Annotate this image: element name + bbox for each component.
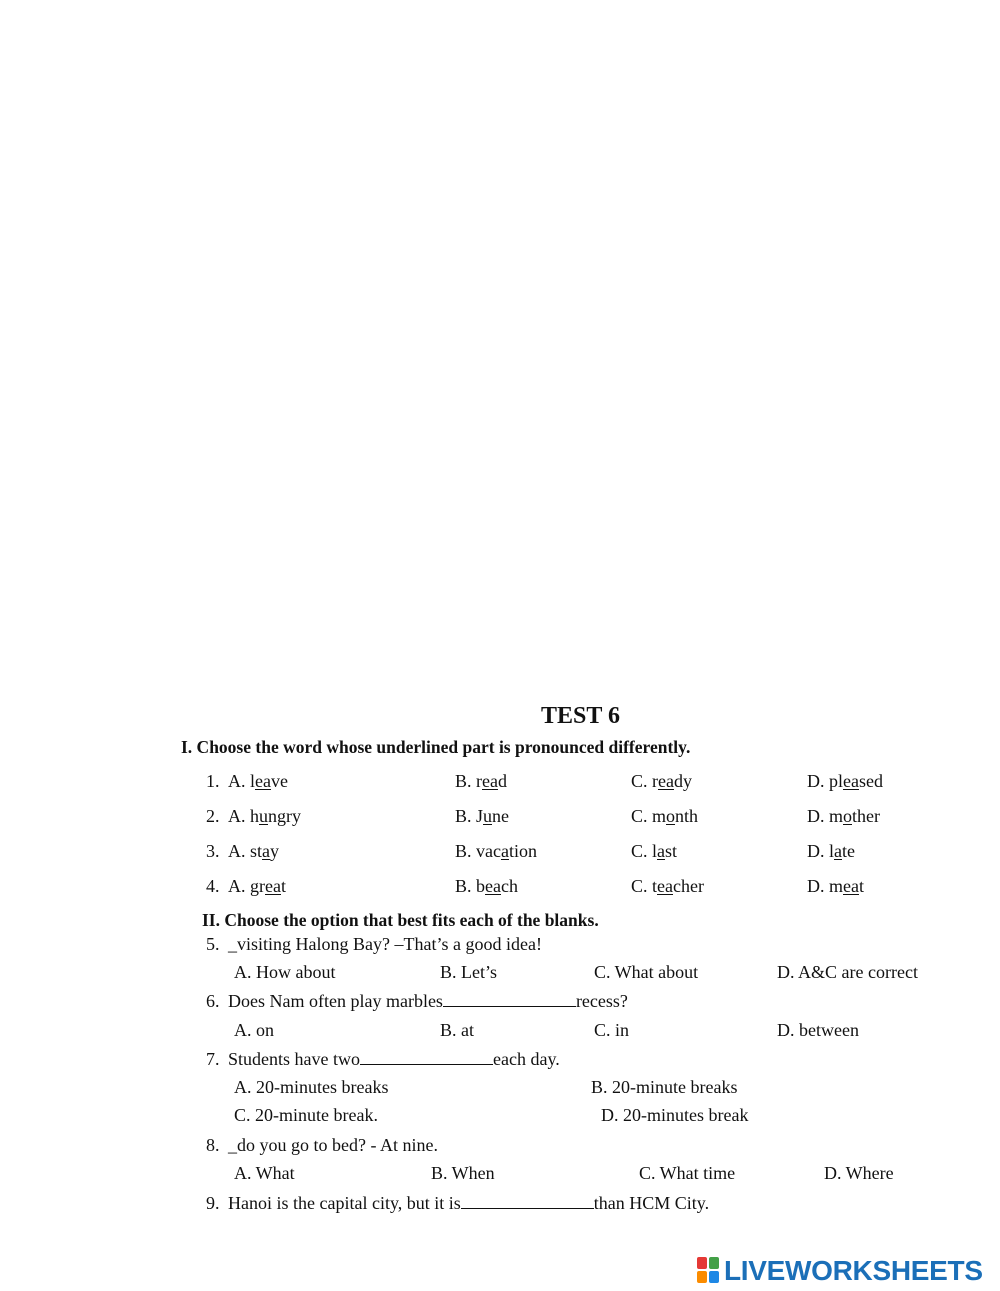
logo-wordmark: LIVEWORKSHEETS xyxy=(724,1255,983,1286)
word-part: st xyxy=(665,841,678,861)
q7-option-c[interactable]: C. 20-minute break. xyxy=(234,1105,378,1125)
word-part: t xyxy=(280,876,286,896)
section-2-heading: II. Choose the option that best fits each of the blanks. xyxy=(202,910,599,930)
live-blocks-icon xyxy=(697,1257,721,1285)
q6-option-c[interactable]: C. in xyxy=(594,1020,630,1040)
q3-option-d[interactable] xyxy=(807,841,855,862)
q5-option-c[interactable]: C. What about xyxy=(594,962,699,982)
word-part: ve xyxy=(270,771,288,791)
word-part: D. m xyxy=(807,806,843,826)
liveworksheets-logo xyxy=(697,1255,983,1287)
word-part: C. r xyxy=(631,771,658,791)
q8-option-a[interactable]: A. What xyxy=(234,1163,295,1183)
q3-option-a[interactable] xyxy=(228,841,279,862)
question-text-before: Hanoi is the capital city, but it is xyxy=(228,1193,461,1213)
question-text: _visiting Halong Bay? –That’s a good idea! xyxy=(228,934,542,954)
word-part: te xyxy=(842,841,855,861)
word-part: B. r xyxy=(455,771,482,791)
underlined-letters: a xyxy=(834,841,842,861)
question-text-after: than HCM City. xyxy=(593,1193,710,1213)
question-3-number: 3. xyxy=(206,841,220,861)
underlined-letters: ea xyxy=(658,771,674,791)
answer-blank[interactable] xyxy=(360,1050,493,1065)
word-part: C. m xyxy=(631,806,667,826)
q8-option-c[interactable]: C. What time xyxy=(639,1163,736,1183)
word-part: y xyxy=(270,841,280,861)
word-part: ngry xyxy=(268,806,301,826)
word-part: C. t xyxy=(631,876,658,896)
q2-option-d[interactable] xyxy=(807,806,880,827)
question-text: _do you go to bed? - At nine. xyxy=(228,1135,438,1155)
word-part: D. l xyxy=(807,841,834,861)
word-part: A. h xyxy=(228,806,259,826)
answer-blank[interactable] xyxy=(443,992,576,1007)
q2-option-a[interactable] xyxy=(228,806,301,827)
question-6 xyxy=(206,991,628,1012)
question-number: 5. xyxy=(206,934,220,954)
q1-option-a[interactable] xyxy=(228,771,288,792)
word-part: C. l xyxy=(631,841,658,861)
q4-option-b[interactable] xyxy=(455,876,518,897)
word-part: cher xyxy=(673,876,704,896)
q6-option-d[interactable]: D. between xyxy=(777,1020,859,1040)
underlined-letters: ea xyxy=(843,771,859,791)
question-number: 7. xyxy=(206,1049,220,1069)
word-part: A. st xyxy=(228,841,263,861)
word-part: ne xyxy=(492,806,510,826)
word-part: d xyxy=(497,771,507,791)
word-part: D. pl xyxy=(807,771,843,791)
question-text-before: Does Nam often play marbles xyxy=(228,991,443,1011)
q7-option-b[interactable]: B. 20-minute breaks xyxy=(591,1077,738,1097)
word-part: A. gr xyxy=(228,876,265,896)
underlined-letters: ea xyxy=(265,876,281,896)
underlined-letters: a xyxy=(657,841,666,861)
question-4-number: 4. xyxy=(206,876,220,896)
question-8 xyxy=(206,1135,438,1156)
word-part: ther xyxy=(852,806,880,826)
question-2-number: 2. xyxy=(206,806,220,826)
underlined-letters: u xyxy=(259,806,268,826)
q3-option-c[interactable] xyxy=(631,841,677,862)
q3-option-b[interactable] xyxy=(455,841,537,862)
q5-option-a[interactable]: A. How about xyxy=(234,962,336,982)
q5-option-b[interactable]: B. Let’s xyxy=(440,962,497,982)
underlined-letters: ea xyxy=(485,876,501,896)
page-title: TEST 6 xyxy=(541,703,620,729)
word-part: B. J xyxy=(455,806,484,826)
word-part: A. l xyxy=(228,771,255,791)
underlined-letters: ea xyxy=(255,771,271,791)
q1-option-d[interactable] xyxy=(807,771,883,792)
underlined-letters: a xyxy=(500,841,509,861)
q8-option-b[interactable]: B. When xyxy=(431,1163,495,1183)
word-part: B. vac xyxy=(455,841,501,861)
underlined-letters: o xyxy=(843,806,852,826)
question-number: 8. xyxy=(206,1135,220,1155)
word-part: dy xyxy=(673,771,692,791)
q7-option-d[interactable]: D. 20-minutes break xyxy=(601,1105,749,1125)
q6-option-a[interactable]: A. on xyxy=(234,1020,274,1040)
q8-option-d[interactable]: D. Where xyxy=(824,1163,894,1183)
question-text-after: recess? xyxy=(575,991,628,1011)
q4-option-c[interactable] xyxy=(631,876,704,897)
q7-option-a[interactable]: A. 20-minutes breaks xyxy=(234,1077,389,1097)
q2-option-c[interactable] xyxy=(631,806,698,827)
underlined-letters: o xyxy=(666,806,676,826)
word-part: B. b xyxy=(455,876,486,896)
q4-option-d[interactable] xyxy=(807,876,864,897)
q4-option-a[interactable] xyxy=(228,876,286,897)
answer-blank[interactable] xyxy=(461,1194,594,1209)
q6-option-b[interactable]: B. at xyxy=(440,1020,474,1040)
section-1-heading: I. Choose the word whose underlined part is pronounced differently. xyxy=(181,737,691,757)
underlined-letters: ea xyxy=(843,876,859,896)
question-7 xyxy=(206,1049,560,1070)
question-text-before: Students have two xyxy=(228,1049,360,1069)
underlined-letters: ea xyxy=(482,771,498,791)
word-part: D. m xyxy=(807,876,843,896)
q5-option-d[interactable]: D. A&C are correct xyxy=(777,962,918,982)
underlined-letters: u xyxy=(483,806,493,826)
question-number: 9. xyxy=(206,1193,220,1213)
word-part: nth xyxy=(675,806,699,826)
word-part: t xyxy=(858,876,864,896)
question-9 xyxy=(206,1193,709,1214)
q1-option-c[interactable] xyxy=(631,771,692,792)
word-part: ch xyxy=(501,876,518,896)
underlined-letters: a xyxy=(262,841,271,861)
question-number: 6. xyxy=(206,991,220,1011)
question-text-after: each day. xyxy=(493,1049,560,1069)
underlined-letters: ea xyxy=(657,876,673,896)
word-part: sed xyxy=(858,771,883,791)
q2-option-b[interactable] xyxy=(455,806,509,827)
word-part: tion xyxy=(508,841,537,861)
question-1-number: 1. xyxy=(206,771,220,791)
question-5 xyxy=(206,934,542,955)
q1-option-b[interactable] xyxy=(455,771,507,792)
